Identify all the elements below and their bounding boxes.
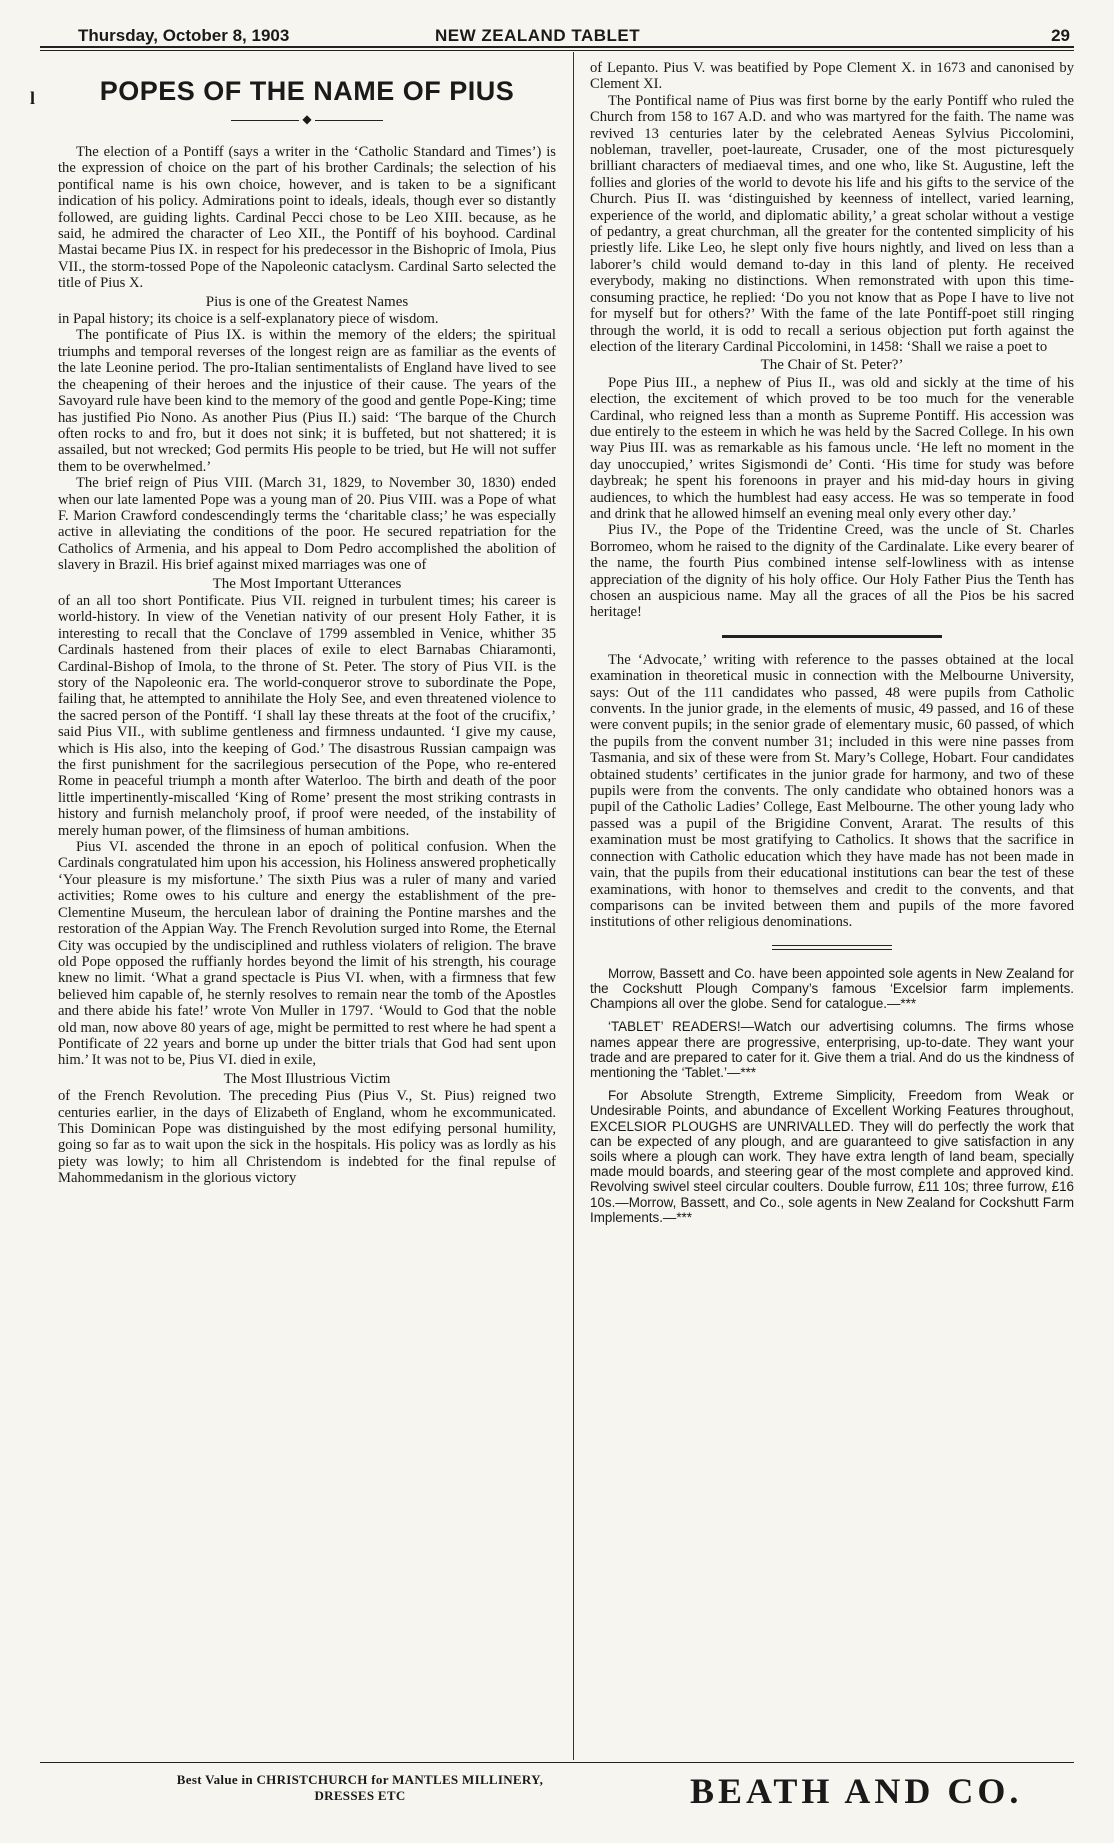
ad-paragraph: Morrow, Bassett and Co. have been appointed sole agents in New Zealand for the Cockshutt Plough Company’s famous ‘Excelsior farm implements. Champions all over the globe. Send for catalogue.—*** — [590, 965, 1074, 1012]
publication-title: NEW ZEALAND TABLET — [435, 26, 641, 45]
footer-advert-text — [100, 1772, 620, 1804]
advertisements — [590, 966, 1074, 1225]
article-paragraph: Pope Pius III., a nephew of Pius II., was old and sickly at the time of his election, the excitement of which proved to be too much for the venerable Cardinal, who reigned less than a month as Supreme Pontiff. His accession was due entirely to the esteem in which he was held by the Sacred College. In his own way Pius III. was as remarkable as his famous uncle. ‘He left no moment in the day unoccupied,’ writes Sigismondi de’ Conti. ‘His time for study was before daybreak; he spent his forenoons in prayer and his mid-day hours in giving audiences, to which the humblest had easy access. He was so temperate in food and drink that he allowed himself an evening meal only every other day.’ — [590, 374, 1074, 522]
advocate-paragraph: The ‘Advocate,’ writing with reference to the passes obtained at the local examination in theoretical music in connection with the Melbourne University, says: Out of the 111 candidates who passed, 48 were pupils from Catholic convents. In the junior grade, in the elements of music, 49 passed, and 16 of these were convent pupils; in the senior grade of elementary music, 60 passed, of which the pupils from the convent number 31; included in this were nine passes from Tasmania, and six of these were from St. Mary’s College, Hobart. Four candidates obtained students’ certificates in the junior grade for harmony, and two of these pupils were from the convents. The only candidate who obtained honors was a pupil of the Catholic Ladies’ College, East Melbourne. The other young lady who passed was a pupil of the Brigidine Convent, Ararat. The results of this examination must be most gratifying to Catholics. It shows that the sacrifice in connection with Catholic education which they have made has not been made in vain, that the pupils from their educational institutions can bear the test of these examinations, with honor to themselves and credit to the convents, and that comparisons can be invited between them and pupils of the more favored institutions of other religious denominations. — [590, 651, 1074, 931]
footer-brand: BEATH AND CO. — [690, 1771, 1023, 1811]
article-paragraph: The pontificate of Pius IX. is within the memory of the elders; the spiritual triumphs and temporal reverses of the longest reign are as familiar as the events of the late Leonine period. The pro-Italian sentimentalists of England have lived to see the cheapening of their heroes and the injustice of their cause. The years of the Savoyard rule have been kind to the memory of the good and gentle Pope-King; time has justified Pio Nono. As another Pius (Pius II.) said: ‘The barque of the Church often rocks to and fro, but it does not sink; it is buffeted, but not shattered; it is assailed, but not wrecked; God permits His people to be tried, but He will not suffer them to be overwhelmed.’ — [58, 327, 556, 475]
issue-date: Thursday, October 8, 1903 — [78, 26, 290, 45]
section-rule-double — [772, 945, 892, 950]
article-paragraph: of the French Revolution. The preceding Pius (Pius V., St. Pius) reigned two centuries earlier, in the days of Elizabeth of England, whom he excommunicated. This Dominican Pope was distinguished by the most edifying personal humility, going so far as to wait upon the sick in the hospitals. His policy was as lordly as his piety was lowly; to him all Christendom is indebted for the final repulse of Mahommedanism in the glorious victory — [58, 1088, 556, 1187]
article-paragraph: of Lepanto. Pius V. was beatified by Pope Clement X. in 1673 and canonised by Clement XI. — [590, 60, 1074, 93]
ad-paragraph: ‘TABLET’ READERS!—Watch our advertising columns. The firms whose names appear there are progressive, enterprising, up-to-date. They want your trade and are prepared to cater for it. Give them a trial. And do us the kindness of mentioning the ‘Tablet.’—*** — [590, 1019, 1074, 1080]
article-paragraph: The Pontifical name of Pius was first borne by the early Pontiff who ruled the Church from 158 to 167 A.D. and who was martyred for the faith. The name was revived 13 centuries later by the celebrated Aeneas Sylvius Piccolomini, nobleman, traveller, poet-laureate, Crusader, one of the most picturesquely brilliant characters of mediaeval times, and one who, like St. Augustine, left the follies and glories of the world to devote his life and his gifts to the service of the Church. Pius II. was ‘distinguished by keenness of intellect, varied learning, experience of the world, and diplomatic ability,’ a great scholar without a vestige of pedantry, a great churchman, all the greater for the contented simplicity of his priestly life. Like Leo, he slept only five hours nightly, and lived on less than a laborer’s child would demand to-day in this land of plenty. He received everybody, making no distinctions. When remonstrated with upon this time-consuming practice, he replied: ‘Do you not know that as Pope I have to live not for myself but for others?’ With the fame of the late Pontiff-poet still ringing through the world, it is odd to recall a serious objection put forth against the election of the literary Cardinal Piccolomini, in 1458: ‘Shall we raise a poet to — [590, 92, 1074, 355]
header-rule-thin — [40, 50, 1074, 51]
title-ornament — [58, 112, 556, 126]
footer-line: Best Value in CHRISTCHURCH for MANTLES MILLINERY, — [176, 1772, 544, 1787]
header-rule — [40, 46, 1074, 48]
subheading: The Chair of St. Peter?’ — [760, 357, 904, 374]
article-title: POPES OF THE NAME OF PIUS — [99, 76, 515, 106]
footer-line: DRESSES ETC — [314, 1788, 406, 1803]
subheading: Pius is one of the Greatest Names — [205, 293, 409, 310]
article-paragraph: of an all too short Pontificate. Pius VII. reigned in turbulent times; his career is world-history. In view of the Venetian nativity of our present Holy Father, it is interesting to recall that the Conclave of 1799 assembled in Venice, whither 35 Cardinals hastened from their places of exile to elect Barnabas Chiaramonti, Cardinal-Bishop of Imola, to the throne of St. Peter. The story of Pius VII. is the story of the Napoleonic era. The world-conqueror strove to subordinate the Pope, failing that, he attempted to annihilate the Holy See, and even threatened violence to the sacred person of the Pontiff. ‘I shall lay these threats at the foot of the crucifix,’ said Pius VII., with sublime gentleness and firmness undaunted. ‘I give my cause, which is His also, into the keeping of God.’ The disastrous Russian campaign was the first punishment for the sacrilegious persecution of the Pope, who re-entered Rome in peaceful triumph a month after Waterloo. The birth and death of the poor little impertinently-miscalled ‘King of Rome’ present the most striking contrasts in history and furnish melancholy proof, if proof were needed, of the instability of merely human power, of the flimsiness of human ambitions. — [58, 592, 556, 839]
article-paragraph: in Papal history; its choice is a self-explanatory piece of wisdom. — [58, 311, 439, 328]
subheading: The Most Illustrious Victim — [223, 1070, 391, 1087]
article-paragraph: The election of a Pontiff (says a writer in the ‘Catholic Standard and Times’) is the expression of choice on the part of his brother Cardinals; the selection of his pontifical name is his own choice, however, and is taken to be a significant indication of his policy. Admirations point to ideals, ideals, though ever so distantly followed, are guiding lights. Cardinal Pecci chose to be Leo XIII. because, as he said, he admired the character of Leo XII., the Pontiff of his boyhood. Cardinal Mastai became Pius IX. in respect for his predecessor in the Bishopric of Imola, Pius VII., the storm-tossed Pope of the Napoleonic cataclysm. Cardinal Sarto selected the title of Pius X. — [58, 144, 556, 292]
subheading: The Most Important Utterances — [212, 575, 402, 592]
footer-rule — [40, 1762, 1074, 1763]
column-divider — [573, 52, 574, 1760]
diamond-icon: ◆ — [302, 112, 312, 126]
section-rule — [722, 635, 942, 638]
right-column — [590, 60, 1074, 1233]
article-paragraph: Pius VI. ascended the throne in an epoch of political confusion. When the Cardinals congratulated him upon his accession, his Holiness answered prophetically ‘Your pleasure is my misfortune.’ The sixth Pius was a ruler of many and varied activities; Rome owes to his culture and energy the establishment of the pre-Clementine Museum, the herculean labor of draining the Pontine marshes and the restoration of the Appian Way. The French Revolution surged into Rome, the Eternal City was occupied by the undisciplined and ruthless violaters of religion. The brave old Pope opposed the ruffianly hordes beyond the limit of his strength, his courage knew no limit. ‘What a grand spectacle is Pius VI. when, with a firmness that few believed him capable of, he sternly resolves to remain near the tomb of the Apostles and there abide his fate!’ wrote Von Muller in 1797. ‘Would to God that the noble old man, now above 80 years of age, might be permitted to rest where he had spent a Pontificate of 22 years and borne up under the bitter trials that God had sent upon him.’ It was not to be, Pius VI. died in exile, — [58, 839, 556, 1069]
ad-paragraph: For Absolute Strength, Extreme Simplicity, Freedom from Weak or Undesirable Points, and abundance of Excellent Working Features throughout, EXCELSIOR PLOUGHS are UNRIVALLED. They will do perfectly the work that can be expected of any plough, and are guaranteed to give satisfaction in any soils where a plough can work. They have extra length of land beam, specially made mould boards, and steering gear of the most complete and approved kind. Revolving swivel steel circular coulters. Double furrow, £11 10s; three furrow, £16 10s.—Morrow, Bassett, and Co., sole agents in New Zealand for Cockshutt Farm Implements.—*** — [590, 1088, 1074, 1225]
article-paragraph: Pius IV., the Pope of the Tridentine Creed, was the uncle of St. Charles Borromeo, whom he raised to the dignity of the Cardinalate. Like every bearer of the name, the fourth Pius combined intense self-lowliness with as intense appreciation of the dignity of his holy office. Our Holy Father Pius the Tenth has chosen an auspicious name. May all the graces of all the Pios be his sacred heritage! — [590, 522, 1074, 621]
page-number: 29 — [1051, 26, 1070, 45]
left-column — [58, 60, 556, 1187]
article-paragraph: The brief reign of Pius VIII. (March 31, 1829, to November 30, 1830) ended when our late lamented Pope was a young man of 20. Pius VIII. was a Pope of what F. Marion Crawford condescendingly terms the ‘charitable class;’ he was especially active in alleviating the conditions of the poor. He secured repatriation for the Catholics of Armenia, and his appeal to Dom Pedro accomplished the abolition of slavery in Brazil. His brief against mixed marriages was one of — [58, 475, 556, 574]
margin-mark: l — [30, 88, 36, 108]
